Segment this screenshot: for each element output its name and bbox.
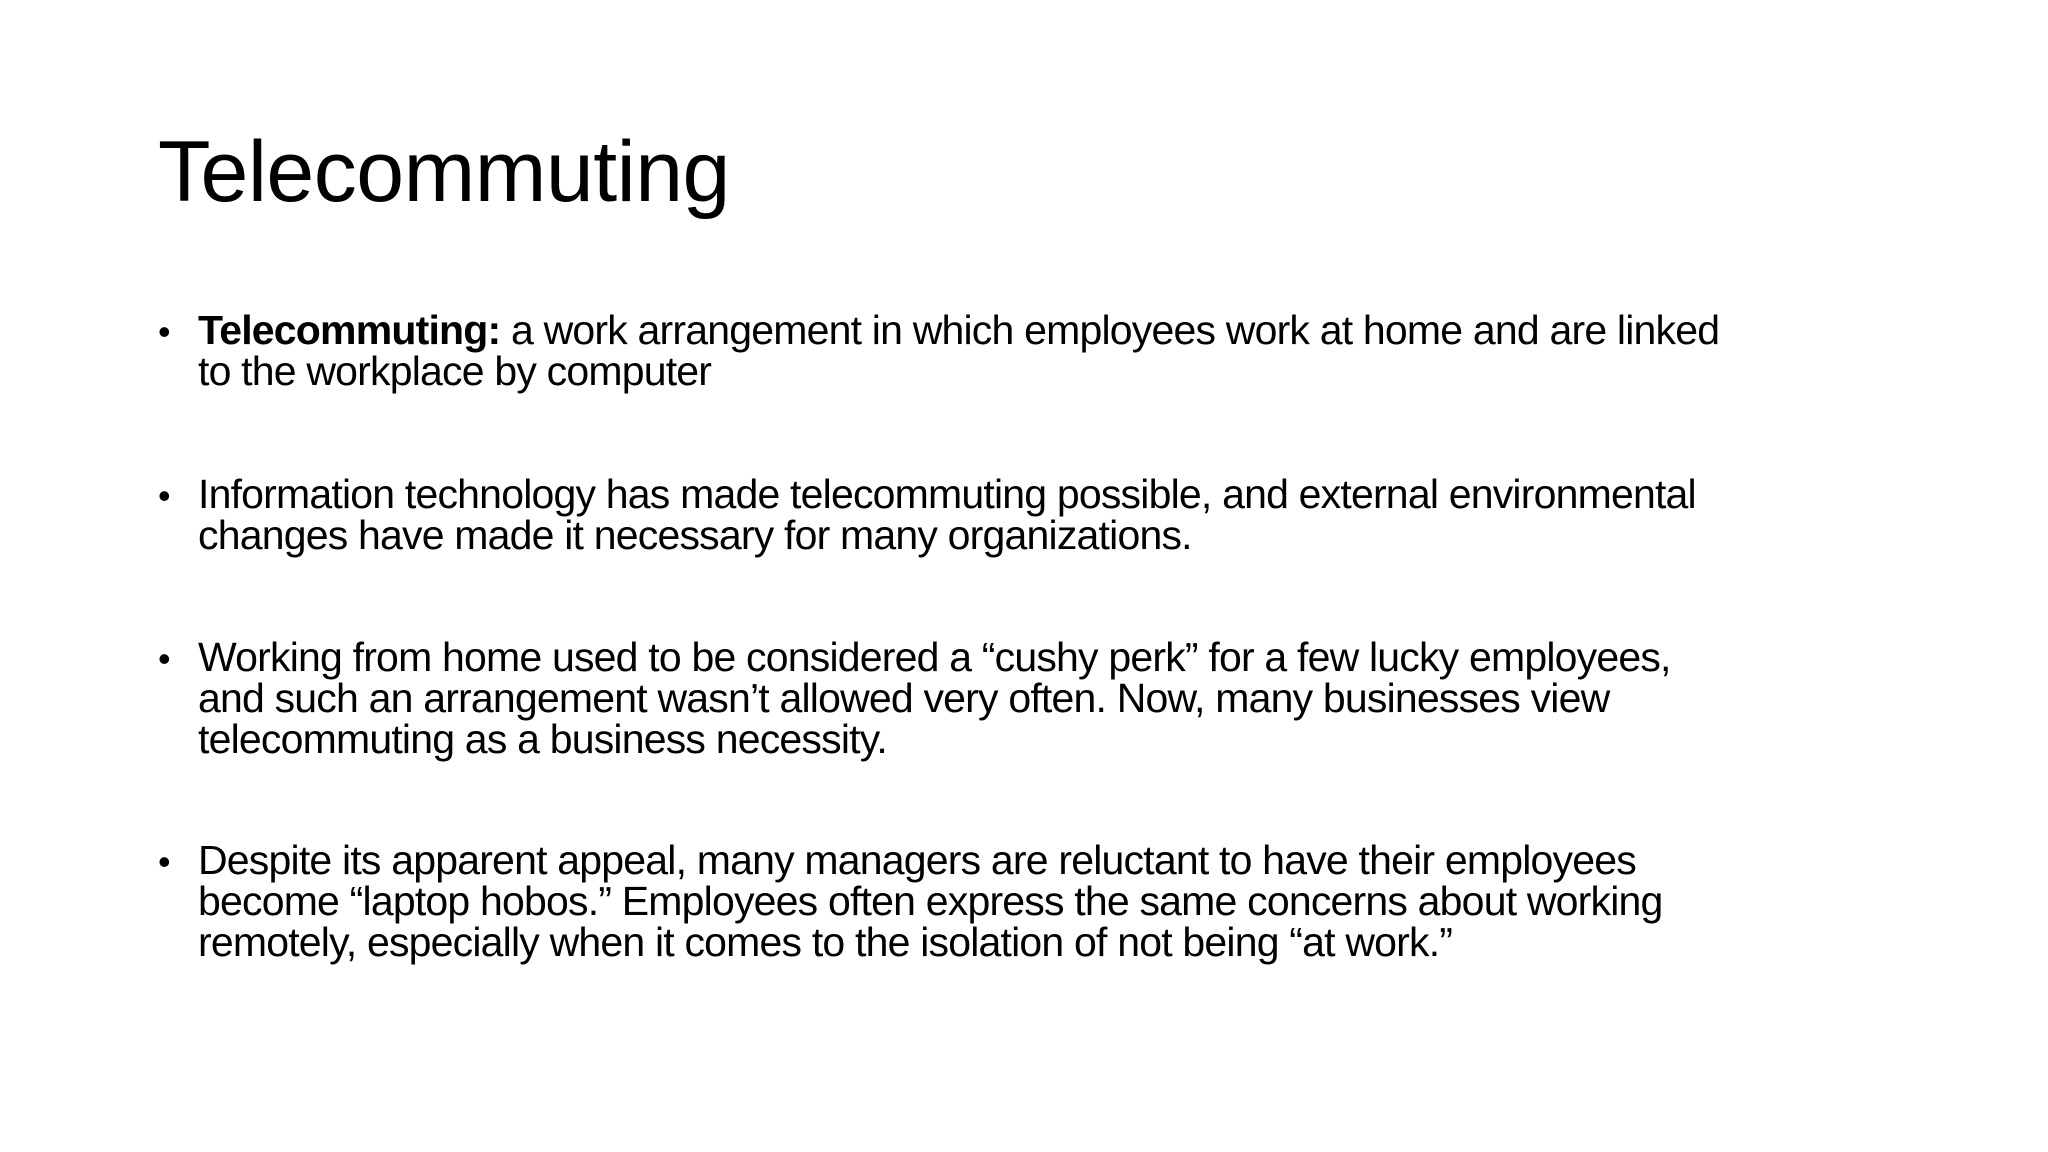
bullet-text (198, 471, 1898, 558)
bullet-line: to the workplace by computer (198, 348, 712, 394)
bullet-line: remotely, especially when it comes to the isolation of not being “at work.” (198, 919, 1453, 965)
bullet-dot-icon: • (158, 638, 171, 679)
bullet-dot-icon: • (158, 311, 171, 352)
bullet-line: Despite its apparent appeal, many managers are reluctant to have their employees (198, 837, 1636, 883)
bullet-line-text: a work arrangement in which employees work at home and are linked (500, 307, 1720, 353)
bullet-text (198, 837, 1898, 965)
bullet-line: become “laptop hobos.” Employees often express the same concerns about working (198, 878, 1663, 924)
slide-title: Telecommuting (158, 124, 730, 220)
bullet-line (198, 307, 1898, 353)
bullet-term: Telecommuting: (198, 307, 501, 353)
bullet-text (198, 307, 1898, 394)
bullet-line: and such an arrangement wasn’t allowed very often. Now, many businesses view (198, 675, 1610, 721)
bullet-text (198, 634, 1898, 762)
bullet-dot-icon: • (158, 841, 171, 882)
bullet-line: Working from home used to be considered a “cushy perk” for a few lucky employees, (198, 634, 1671, 680)
bullet-dot-icon: • (158, 475, 171, 516)
bullet-line: Information technology has made telecommuting possible, and external environmental (198, 471, 1696, 517)
bullet-line: telecommuting as a business necessity. (198, 716, 887, 762)
bullet-line: changes have made it necessary for many organizations. (198, 512, 1192, 558)
